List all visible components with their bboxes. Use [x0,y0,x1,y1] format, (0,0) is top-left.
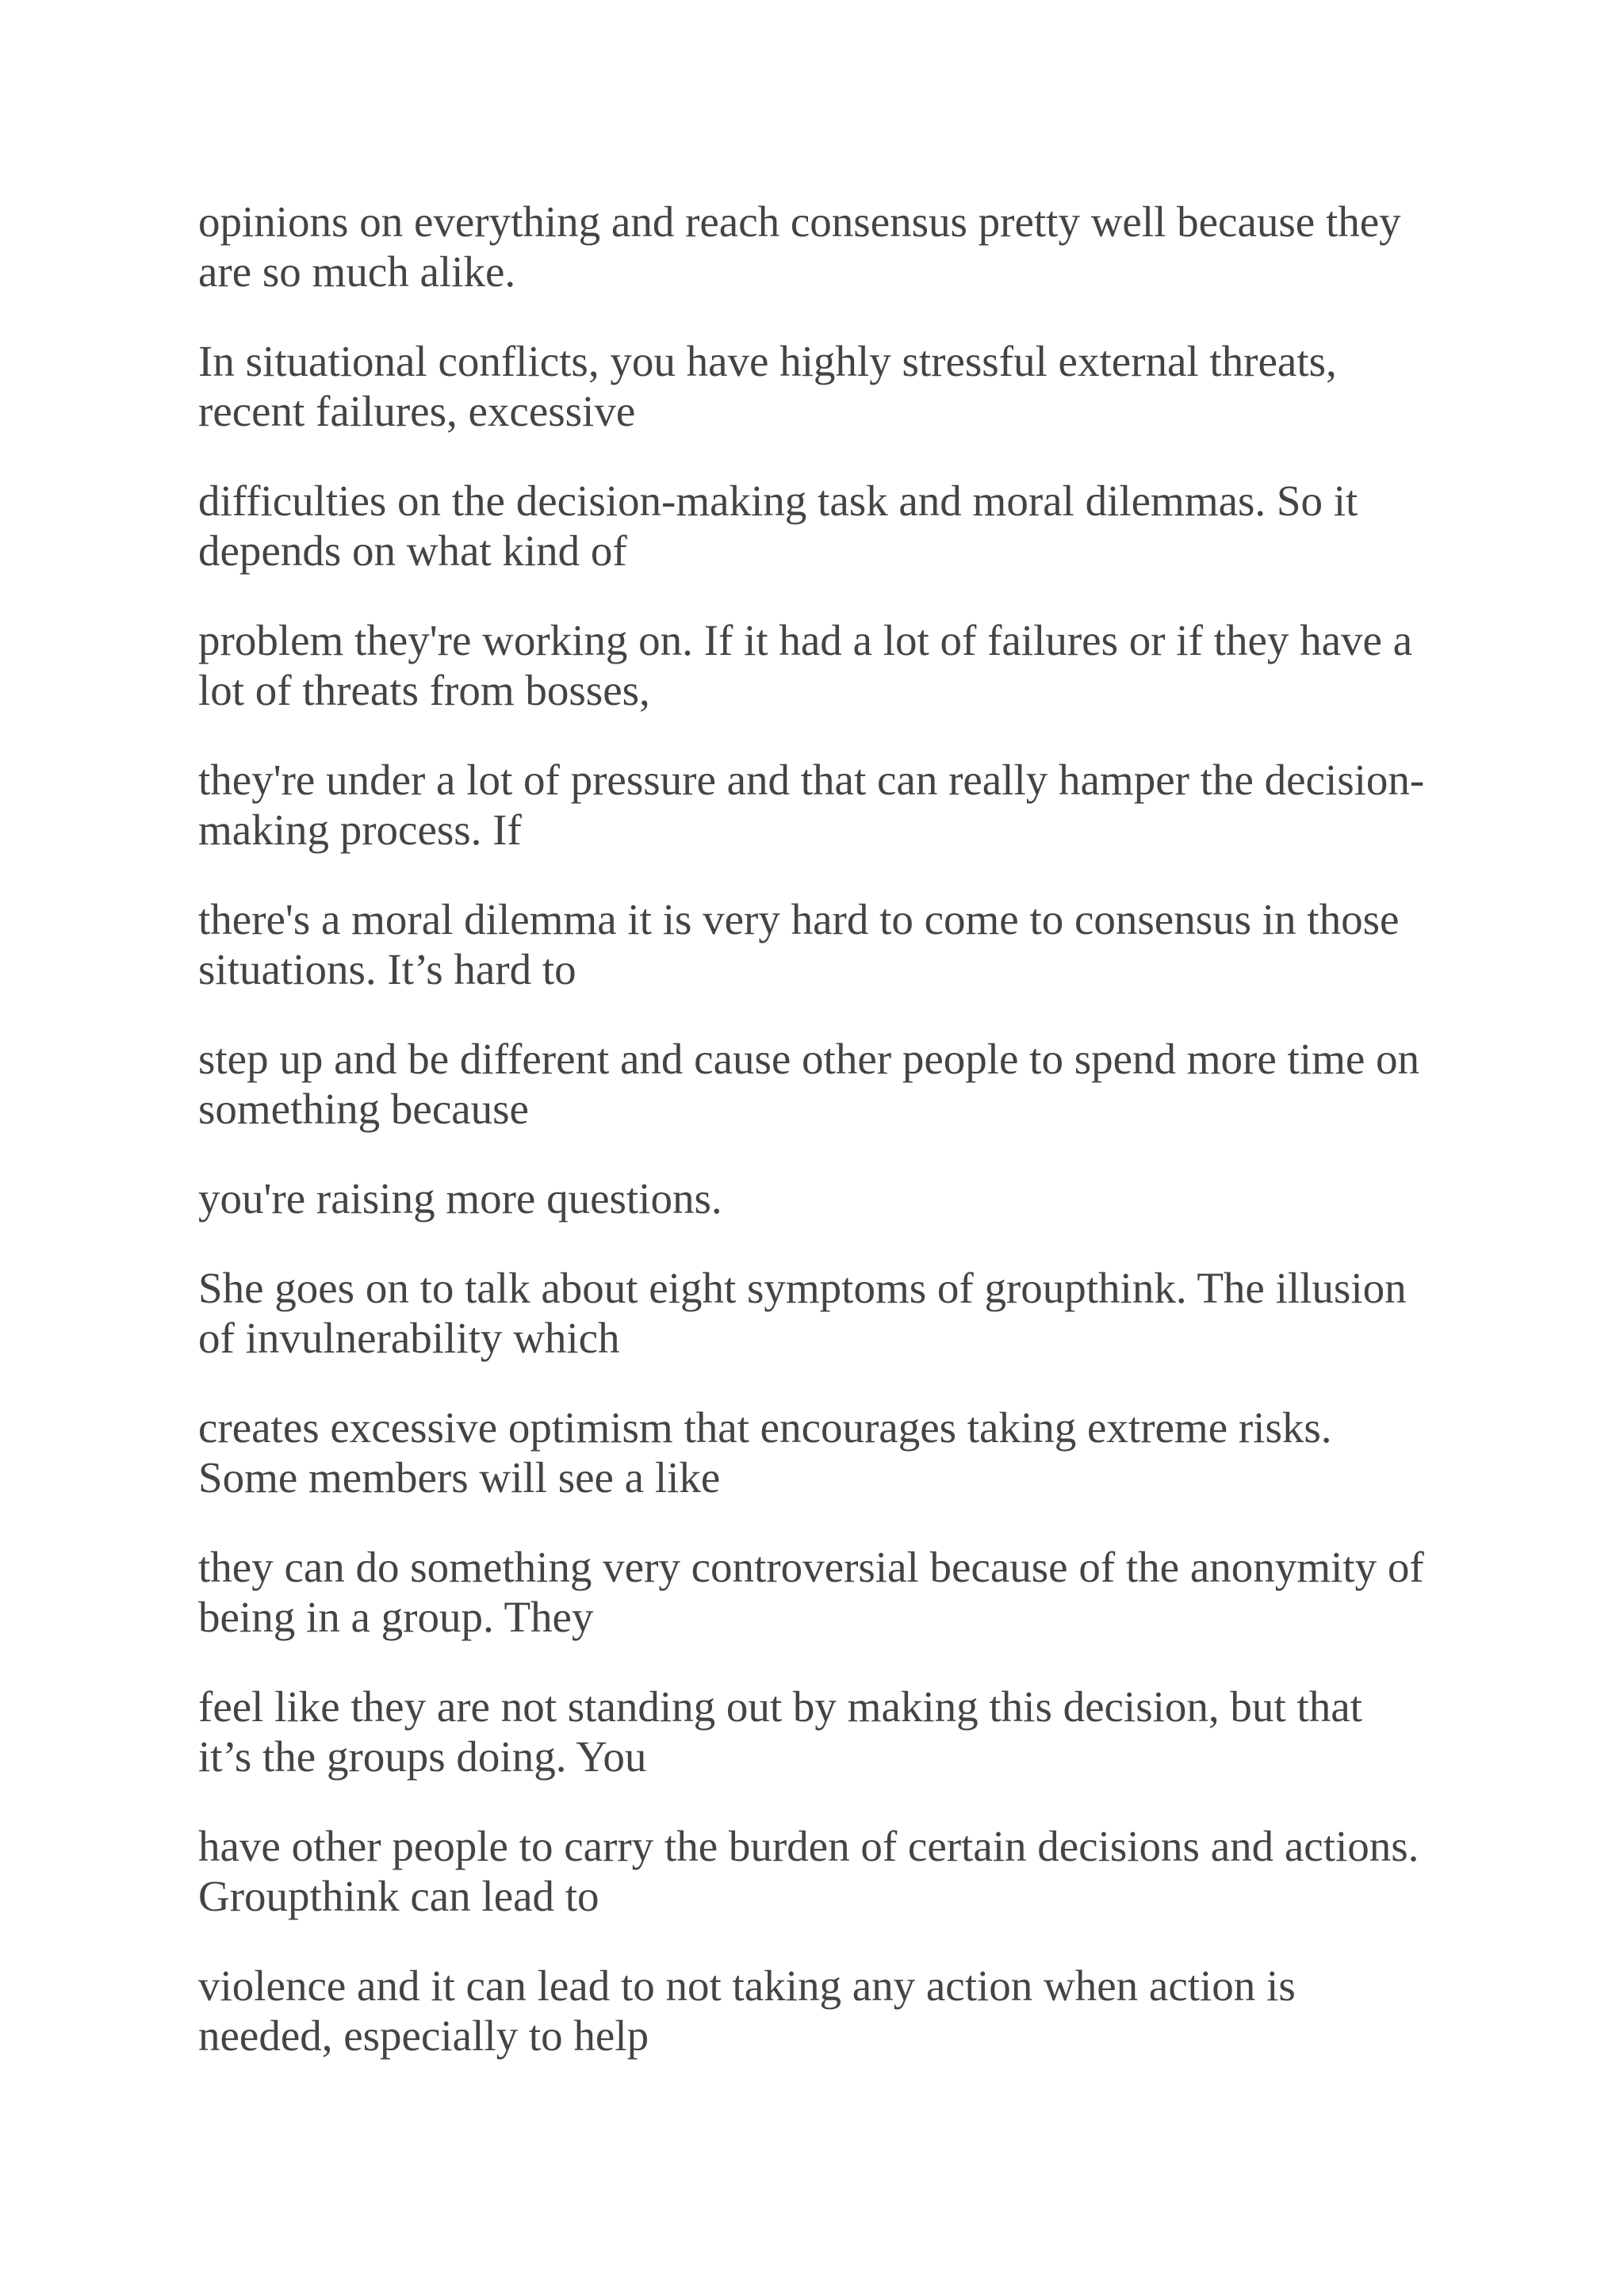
text-line: creates excessive optimism that encourages taking extreme risks. [198,1403,1332,1452]
text-line: are so much alike. [198,247,516,296]
text-line: being in a group. They [198,1593,594,1641]
paragraph [198,1542,1467,1642]
text-line: violence and it can lead to not taking any action when action is [198,1961,1296,2010]
paragraph [198,1173,1467,1223]
text-line: you're raising more questions. [198,1174,722,1223]
paragraph [198,1682,1467,1781]
text-line: of invulnerability which [198,1314,620,1362]
text-line: situations. It’s hard to [198,945,576,993]
paragraph [198,1263,1467,1363]
text-line: there's a moral dilemma it is very hard to come to consensus in those [198,895,1400,943]
text-line: opinions on everything and reach consensus pretty well because they [198,197,1401,246]
text-line: something because [198,1085,529,1133]
text-line: Groupthink can lead to [198,1872,599,1920]
text-line: problem they're working on. If it had a lot of failures or if they have a [198,616,1413,664]
paragraph [198,476,1467,576]
document-body [198,197,1467,2100]
text-line: they're under a lot of pressure and that can really hamper the decision- [198,756,1425,804]
paragraph [198,1821,1467,1921]
text-line: feel like they are not standing out by making this decision, but that [198,1682,1362,1731]
text-line: lot of threats from bosses, [198,666,650,714]
paragraph [198,755,1467,855]
text-line: difficulties on the decision-making task and moral dilemmas. So it [198,476,1358,525]
text-line: Some members will see a like [198,1453,721,1502]
text-line: have other people to carry the burden of certain decisions and actions. [198,1822,1419,1870]
paragraph [198,336,1467,436]
text-line: She goes on to talk about eight symptoms of groupthink. The illusion [198,1264,1407,1312]
text-line: making process. If [198,806,522,854]
paragraph [198,894,1467,994]
text-line: they can do something very controversial because of the anonymity of [198,1543,1424,1591]
paragraph [198,1402,1467,1502]
text-line: needed, especially to help [198,2011,649,2060]
text-line: recent failures, excessive [198,387,636,435]
paragraph [198,1961,1467,2061]
paragraph [198,615,1467,715]
paragraph [198,1034,1467,1134]
text-line: depends on what kind of [198,526,627,575]
text-line: step up and be different and cause other people to spend more time on [198,1035,1420,1083]
paragraph [198,197,1467,297]
text-line: In situational conflicts, you have highly stressful external threats, [198,337,1337,385]
text-line: it’s the groups doing. You [198,1732,647,1781]
